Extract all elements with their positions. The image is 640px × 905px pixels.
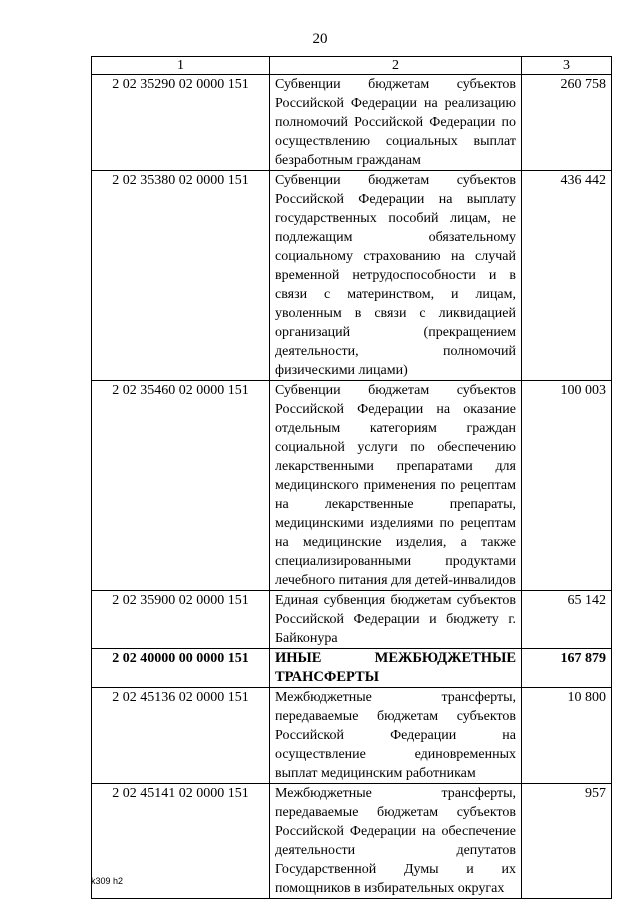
item-name-cell: Субвенции бюджетам субъектов Российской Федерации на реализацию полномочий Российской Федерации по осуществлению социальных выплат безработным гражданам [270,75,522,171]
budget-code-cell: 2 02 40000 00 0000 151 [92,649,270,688]
table-row [92,591,612,649]
item-name-cell: Субвенции бюджетам субъектов Российской Федерации на оказание отдельным категориям граждан социальной услуги по обеспечению лекарственными препаратами для медицинского применения по рецептам на лекарственные препараты, медицинскими изделиями по рецептам на медицинские изделия, а также специализированными продуктами лечебного питания для детей-инвалидов [270,381,522,591]
budget-table [91,56,612,899]
amount-cell: 260 758 [522,75,612,171]
item-name-cell: Межбюджетные трансферты, передаваемые бюджетам субъектов Российской Федерации на обеспечение деятельности депутатов Государственной Думы и их помощников в избирательных округах [270,784,522,899]
budget-code-cell: 2 02 45136 02 0000 151 [92,688,270,784]
amount-cell: 10 800 [522,688,612,784]
column-header-code: 1 [92,57,270,75]
table-header-row [92,57,612,75]
amount-cell: 65 142 [522,591,612,649]
item-name-cell: ИНЫЕ МЕЖБЮДЖЕТНЫЕ ТРАНСФЕРТЫ [270,649,522,688]
page-number: 20 [312,31,328,47]
table-row [92,381,612,591]
budget-code-cell: 2 02 35900 02 0000 151 [92,591,270,649]
column-header-amount: 3 [522,57,612,75]
column-header-name: 2 [270,57,522,75]
item-name-cell: Единая субвенция бюджетам субъектов Российской Федерации и бюджету г. Байконура [270,591,522,649]
amount-cell: 957 [522,784,612,899]
amount-cell: 167 879 [522,649,612,688]
budget-code-cell: 2 02 45141 02 0000 151 [92,784,270,899]
table-row [92,75,612,171]
budget-code-cell: 2 02 35290 02 0000 151 [92,75,270,171]
table-row-section-total [92,649,612,688]
table-row [92,784,612,899]
amount-cell: 100 003 [522,381,612,591]
budget-code-cell: 2 02 35460 02 0000 151 [92,381,270,591]
table-row [92,171,612,381]
budget-code-cell: 2 02 35380 02 0000 151 [92,171,270,381]
document-footer-code: k309 h2 [91,876,124,886]
amount-cell: 436 442 [522,171,612,381]
item-name-cell: Межбюджетные трансферты, передаваемые бюджетам субъектов Российской Федерации на осуществление единовременных выплат медицинским работникам [270,688,522,784]
item-name-cell: Субвенции бюджетам субъектов Российской Федерации на выплату государственных пособий лицам, не подлежащим обязательному социальному страхованию на случай временной нетрудоспособности и в связи с материнством, и лицам, уволенным в связи с ликвидацией организаций (прекращением деятельности, полномочий физическими лицами) [270,171,522,381]
table-row [92,688,612,784]
